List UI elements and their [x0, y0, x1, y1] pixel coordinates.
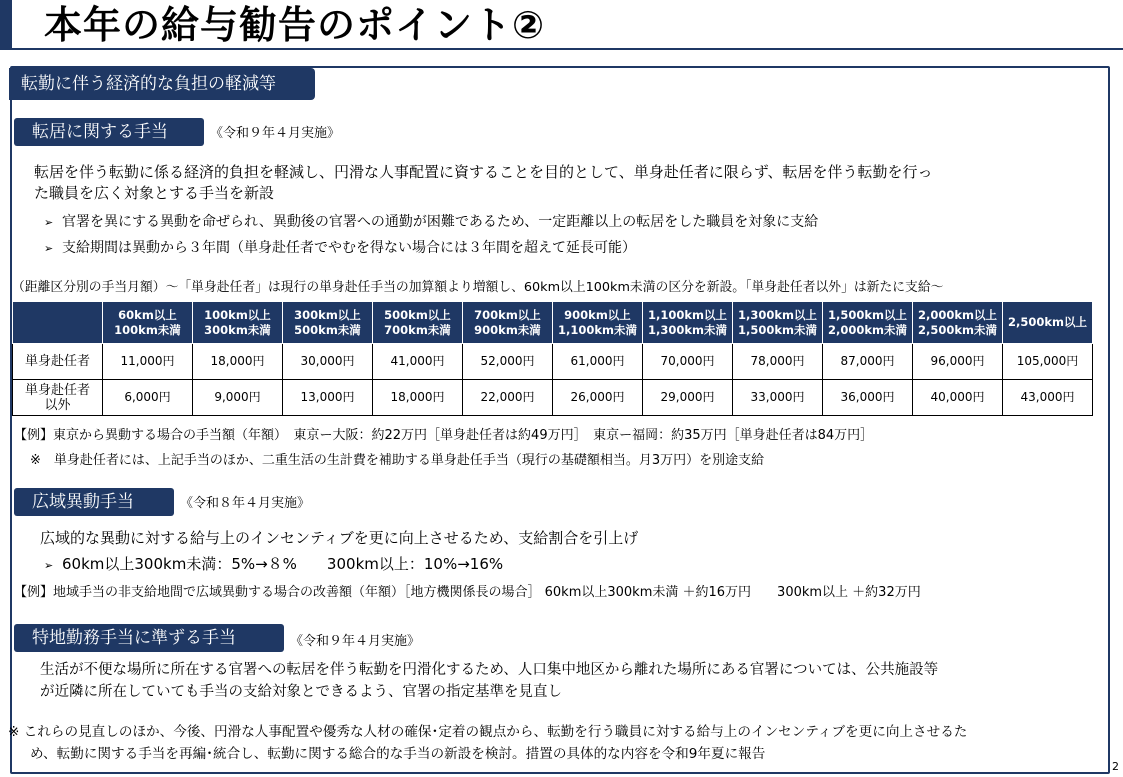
table-cell: 6,000円	[103, 380, 193, 416]
header-cell: 700km以上 900km未満	[463, 302, 553, 344]
table-cell: 87,000円	[823, 344, 913, 380]
table-cell: 70,000円	[643, 344, 733, 380]
header-cell: 1,500km以上 2,000km未満	[823, 302, 913, 344]
page-number: 2	[1112, 760, 1119, 773]
table-cell: 26,000円	[553, 380, 643, 416]
row-label-single-posting: 単身赴任者	[13, 344, 103, 380]
footer-note-line2: め、転勤に関する手当を再編･統合し、転勤に関する総合的な手当の新設を検討。措置の具体的な内容を令和9年夏に報告	[30, 746, 766, 762]
table-row	[13, 380, 1093, 416]
header-cell: 100km以上 300km未満	[193, 302, 283, 344]
right-triangle-icon: ➢	[44, 559, 54, 572]
table-cell: 22,000円	[463, 380, 553, 416]
relocation-example: 【例】東京から異動する場合の手当額（年額） 東京ー大阪：約22万円［単身赴任者は約49万円］ 東京ー福岡：約35万円［単身赴任者は84万円］	[14, 428, 874, 443]
relocation-desc-line1: 転居を伴う転勤に係る経済的負担を軽減し、円滑な人事配置に資することを目的として、単身赴任者に限らず、転居を伴う転勤を行っ	[34, 163, 933, 181]
title-rule	[12, 48, 1123, 50]
wide-area-example: 【例】地域手当の非支給地間で広域異動する場合の改善額（年額）［地方機関係長の場合］ 60km以上300km未満 ＋約16万円 300km以上 ＋約32万円	[14, 585, 921, 600]
header-cell: 300km以上 500km未満	[283, 302, 373, 344]
row-label-other: 単身赴任者 以外	[13, 380, 103, 416]
table-cell: 29,000円	[643, 380, 733, 416]
table-corner-cell	[13, 302, 103, 344]
header-cell: 1,100km以上 1,300km未満	[643, 302, 733, 344]
header-cell: 2,500km以上	[1003, 302, 1093, 344]
header-cell: 900km以上 1,100km未満	[553, 302, 643, 344]
table-cell: 78,000円	[733, 344, 823, 380]
remote-area-desc-line1: 生活が不便な場所に所在する官署への転居を伴う転勤を円滑化するため、人口集中地区から離れた場所にある官署については、公共施設等	[40, 662, 939, 678]
page-title: 本年の給与勧告のポイント②	[44, 3, 546, 47]
relocation-impl-date: 《令和９年４月実施》	[210, 126, 341, 141]
wide-area-impl-date: 《令和８年４月実施》	[180, 496, 311, 511]
table-cell: 61,000円	[553, 344, 643, 380]
table-cell: 18,000円	[373, 380, 463, 416]
header-cell: 500km以上 700km未満	[373, 302, 463, 344]
table-cell: 11,000円	[103, 344, 193, 380]
table-cell: 36,000円	[823, 380, 913, 416]
header-cell: 2,000km以上 2,500km未満	[913, 302, 1003, 344]
table-header-row	[13, 302, 1093, 344]
relocation-note: ※ 単身赴任者には、上記手当のほか、二重生活の生計費を補助する単身赴任手当（現行の基礎額相当。月3万円）を別途支給	[30, 453, 765, 468]
table-cell: 40,000円	[913, 380, 1003, 416]
section-header: 転勤に伴う経済的な負担の軽減等	[9, 68, 315, 100]
table-cell: 105,000円	[1003, 344, 1093, 380]
wide-area-desc: 広域的な異動に対する給与上のインセンティブを更に向上させるため、支給割合を引上げ	[40, 529, 639, 547]
remote-area-impl-date: 《令和９年４月実施》	[290, 634, 421, 649]
header-cell: 60km以上 100km未満	[103, 302, 193, 344]
right-triangle-icon: ➢	[44, 216, 54, 229]
remote-area-desc-line2: が近隣に所在していても手当の支給対象とできるよう、官署の指定基準を見直し	[40, 684, 562, 700]
remote-area-allowance-header: 特地勤務手当に準ずる手当	[14, 624, 284, 652]
table-cell: 41,000円	[373, 344, 463, 380]
table-cell: 18,000円	[193, 344, 283, 380]
table-cell: 43,000円	[1003, 380, 1093, 416]
table-caption: （距離区分別の手当月額）～「単身赴任者」は現行の単身赴任手当の加算額より増額し、60km以上100km未満の区分を新設。「単身赴任者以外」は新たに支給～	[12, 280, 944, 295]
wide-area-bullet: ➢ 60km以上300km未満：5%→８% 300km以上：10%→16%	[44, 554, 503, 576]
table-cell: 30,000円	[283, 344, 373, 380]
table-cell: 9,000円	[193, 380, 283, 416]
allowance-table	[12, 301, 1093, 416]
relocation-desc-line2: た職員を広く対象とする手当を新設	[34, 184, 275, 202]
relocation-bullet-1: ➢ 官署を異にする異動を命ぜられ、異動後の官署への通勤が困難であるため、一定距離以上の転居をした職員を対象に支給	[44, 212, 818, 233]
relocation-allowance-header: 転居に関する手当	[14, 118, 204, 146]
footer-note-line1: ※ これらの見直しのほか、今後、円滑な人事配置や優秀な人材の確保･定着の観点から、転勤を行う職員に対する給与上のインセンティブを更に向上させるた	[8, 724, 968, 740]
table-cell: 13,000円	[283, 380, 373, 416]
table-cell: 33,000円	[733, 380, 823, 416]
header-cell: 1,300km以上 1,500km未満	[733, 302, 823, 344]
right-triangle-icon: ➢	[44, 242, 54, 255]
relocation-bullet-2: ➢ 支給期間は異動から３年間（単身赴任者でやむを得ない場合には３年間を超えて延長可能）	[44, 238, 636, 259]
table-row	[13, 344, 1093, 380]
title-accent-bar	[0, 0, 12, 50]
table-cell: 52,000円	[463, 344, 553, 380]
wide-area-allowance-header: 広域異動手当	[14, 488, 174, 516]
table-cell: 96,000円	[913, 344, 1003, 380]
